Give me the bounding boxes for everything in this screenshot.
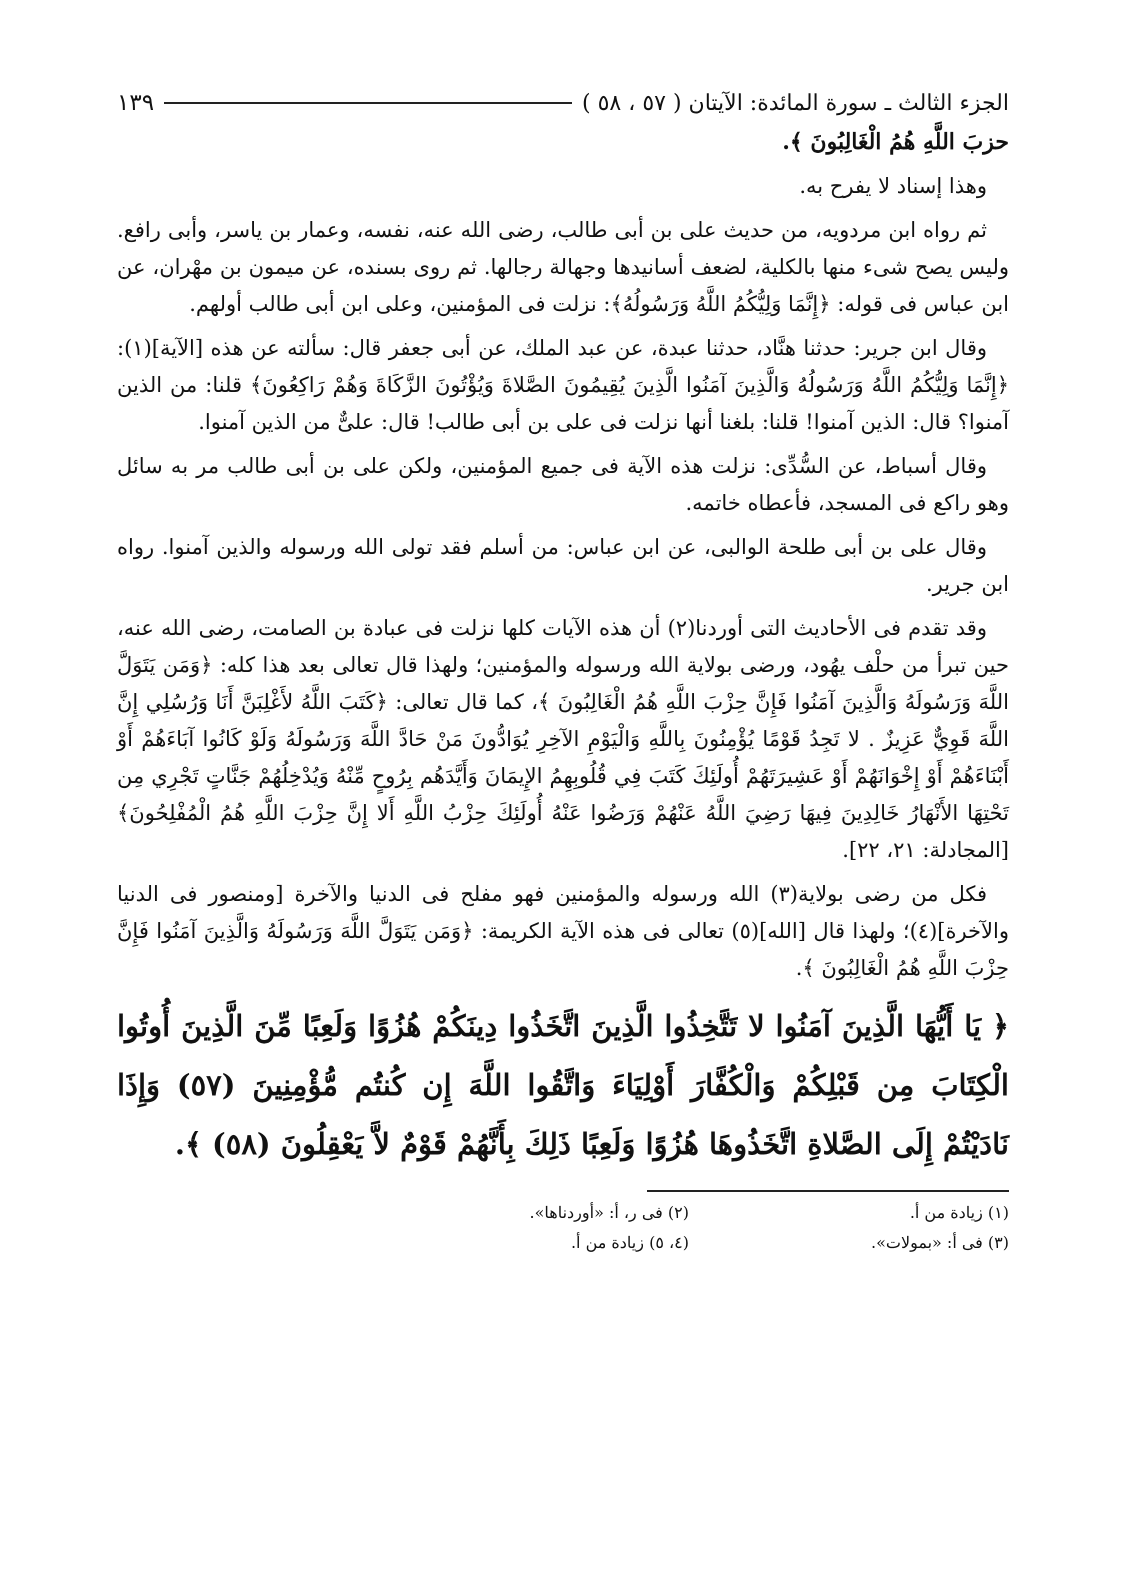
footnote-2: (٢) فى ر، أ: «أوردناها». [529,1203,689,1222]
paragraph-verse-end: حزبَ اللَّهِ هُمُ الْغَالِبُونَ ﴾. [782,129,1009,155]
paragraph-ubada: وقد تقدم فى الأحاديث التى أوردنا(٢) أن هذه الآيات كلها نزلت فى عبادة بن الصامت، رضى الله عنه، حين تبرأ من حلْف يهُود، ورضى بولاية الله ورسوله والمؤمنين؛ ولهذا قال تعالى بعد هذا كله: ﴿وَمَن يَتَوَلَّ اللَّهَ وَرَسُولَهُ وَالَّذِينَ آمَنُوا فَإِنَّ حِزْبَ اللَّهِ هُمُ الْغَالِبُونَ ﴾، كما قال تعالى: ﴿كَتَبَ اللَّهُ لأَغْلِبَنَّ أَنَا وَرُسُلِي إِنَّ اللَّهَ قَوِيٌّ عَزِيزٌ . لا تَجِدُ قَوْمًا يُؤْمِنُونَ بِاللَّهِ وَالْيَوْمِ الآخِرِ يُوَادُّونَ مَنْ حَادَّ اللَّهَ وَرَسُولَهُ وَلَوْ كَانُوا آبَاءَهُمْ أَوْ أَبْنَاءَهُمْ أَوْ إِخْوَانَهُمْ أَوْ عَشِيرَتَهُمْ أُولَئِكَ كَتَبَ فِي قُلُوبِهِمُ الإِيمَانَ وَأَيَّدَهُم بِرُوحٍ مِّنْهُ وَيُدْخِلُهُمْ جَنَّاتٍ تَجْرِي مِن تَحْتِهَا الأَنْهَارُ خَالِدِينَ فِيهَا رَضِيَ اللَّهُ عَنْهُمْ وَرَضُوا عَنْهُ أُولَئِكَ حِزْبُ اللَّهِ أَلا إِنَّ حِزْبَ اللَّهِ هُمُ الْمُفْلِحُونَ﴾ [المجادلة: ٢١، ٢٢]. [117,616,1009,862]
page-number: ١٣٩ [117,90,155,116]
paragraph-ibn-mardawayh: ثم رواه ابن مردويه، من حديث على بن أبى طالب، رضى الله عنه، نفسه، وعمار بن ياسر، وأبى رافع. وليس يصح شىء منها بالكلية، لضعف أسانيدها وجهالة رجالها. ثم روى بسنده، عن ميمون بن مهْران، عن ابن عباس فى قوله: ﴿إِنَّمَا وَلِيُّكُمُ اللَّهُ وَرَسُولُهُ﴾: نزلت فى المؤمنين، وعلى ابن أبى طالب أولهم. [117,218,1009,316]
footnotes [369,1198,1009,1258]
quran-verse-block: ﴿ يَا أَيُّهَا الَّذِينَ آمَنُوا لا تَتَّخِذُوا الَّذِينَ اتَّخَذُوا دِينَكُمْ هُزُوًا وَلَعِبًا مِّنَ الَّذِينَ أُوتُوا الْكِتَابَ مِن قَبْلِكُمْ وَالْكُفَّارَ أَوْلِيَاءَ وَاتَّقُوا اللَّهَ إِن كُنتُم مُّؤْمِنِينَ (٥٧) وَإِذَا نَادَيْتُمْ إِلَى الصَّلاةِ اتَّخَذُوهَا هُزُوًا وَلَعِبًا ذَلِكَ بِأَنَّهُمْ قَوْمٌ لاَّ يَعْقِلُونَ (٥٨) ﴾. [117,1009,1009,1161]
footnote-1: (١) زيادة من أ. [909,1203,1009,1222]
paragraph-asbat: وقال أسباط، عن السُّدِّى: نزلت هذه الآية فى جميع المؤمنين، ولكن على بن أبى طالب مر به سائل وهو راكع فى المسجد، فأعطاه خاتمه. [117,454,1009,515]
paragraph-ibn-jarir: وقال ابن جرير: حدثنا هنَّاد، حدثنا عبدة، عن عبد الملك، عن أبى جعفر قال: سألته عن هذه [الآية](١): ﴿إِنَّمَا وَلِيُّكُمُ اللَّهُ وَرَسُولُهُ وَالَّذِينَ آمَنُوا الَّذِينَ يُقِيمُونَ الصَّلاةَ وَيُؤْتُونَ الزَّكَاةَ وَهُمْ رَاكِعُونَ﴾ قلنا: من الذين آمنوا؟ قال: الذين آمنوا! قلنا: بلغنا أنها نزلت فى على بن أبى طالب! قال: علىٌّ من الذين آمنوا. [117,336,1009,434]
footnote-3: (٣) فى أ: «بمولات». [871,1233,1009,1252]
paragraph-isnad-note: وهذا إسناد لا يفرح به. [799,174,987,198]
footnote-separator [647,1190,1009,1192]
running-header [117,82,1009,124]
header-title: الجزء الثالث ـ سورة المائدة: الآيتان ( ٥٧ ، ٥٨ ) [582,90,1009,116]
paragraph-wilaya: فكل من رضى بولاية(٣) الله ورسوله والمؤمنين فهو مفلح فى الدنيا والآخرة [ومنصور فى الدنيا والآخرة](٤)؛ ولهذا قال [الله](٥) تعالى فى هذه الآية الكريمة: ﴿وَمَن يَتَوَلَّ اللَّهَ وَرَسُولَهُ وَالَّذِينَ آمَنُوا فَإِنَّ حِزْبَ اللَّهِ هُمُ الْغَالِبُونَ ﴾. [117,882,1009,980]
footnote-4-5: (٤، ٥) زيادة من أ. [570,1233,689,1252]
paragraph-ali-ibn-abi-talha: وقال على بن أبى طلحة الوالبى، عن ابن عباس: من أسلم فقد تولى الله ورسوله والذين آمنوا. رواه ابن جرير. [117,535,1009,596]
header-rule [164,102,572,104]
body-text [117,124,1009,987]
